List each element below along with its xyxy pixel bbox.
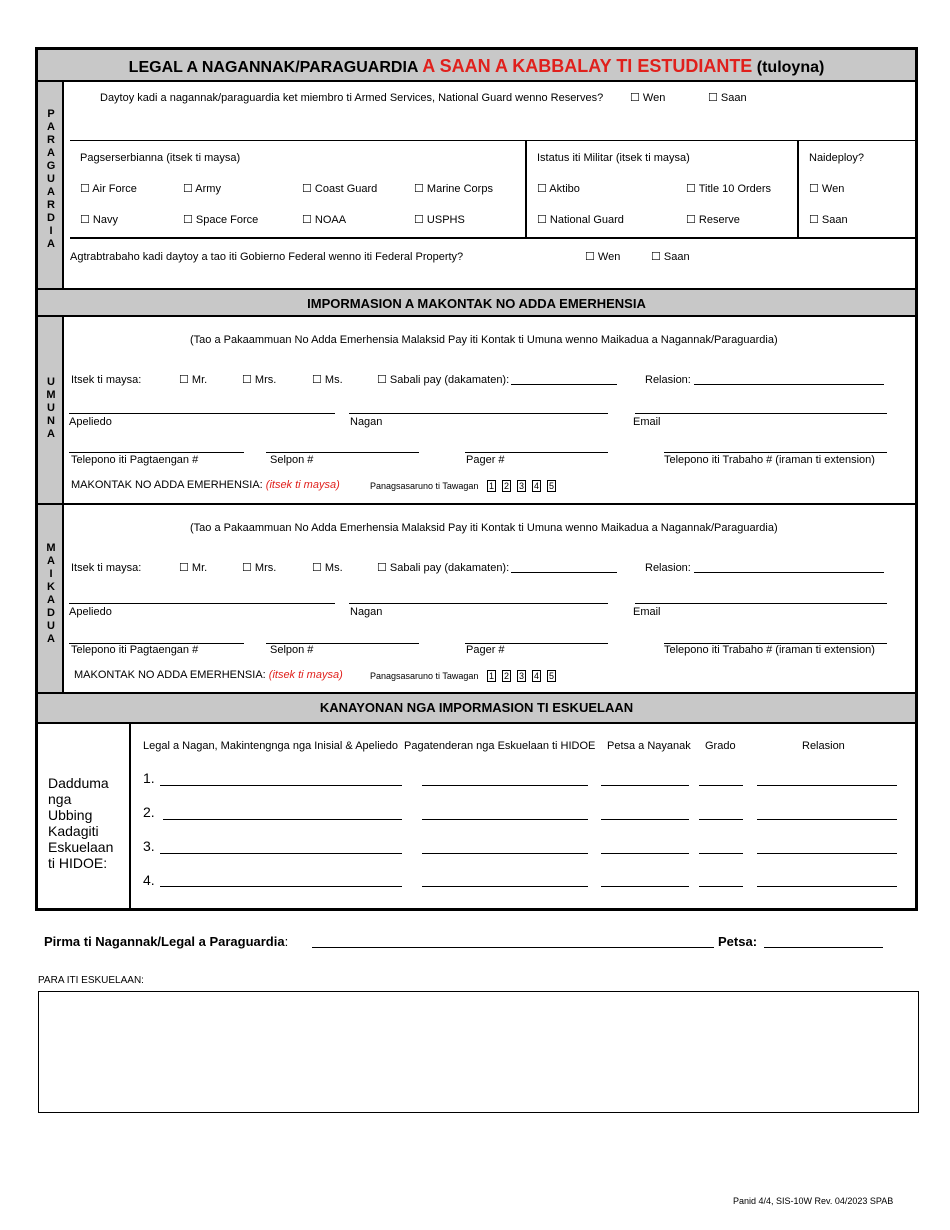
school-row1-birthdate[interactable]: [601, 785, 689, 786]
contact1-emergency-label: MAKONTAK NO ADDA EMERHENSIA: (itsek ti maysa): [71, 479, 340, 491]
title-suffix: (tuloyna): [752, 59, 825, 76]
contact1-lastname-label: Apeliedo: [69, 416, 112, 428]
school-row-num: 2.: [143, 804, 155, 820]
deployed-no[interactable]: ☐ Saan: [809, 214, 848, 226]
page-title: [38, 50, 915, 82]
federal-no[interactable]: ☐ Saan: [651, 251, 690, 263]
contact1-relation-label: Relasion:: [645, 374, 691, 386]
contact1-rank-2[interactable]: 2: [503, 481, 509, 491]
contact1-check-one: Itsek ti maysa:: [71, 374, 142, 386]
contact2-call-order: Panagsasaruno ti Tawagan 1 2 3 4 5: [370, 671, 555, 681]
contact2-cell-label: Selpon #: [270, 644, 314, 656]
office-label: PARA ITI ESKUELAAN:: [38, 975, 144, 986]
contact2-firstname-line[interactable]: [349, 603, 608, 604]
contact2-home-phone-label: Telepono iti Pagtaengan #: [71, 644, 199, 656]
school-col-school: Pagatenderan nga Eskuelaan ti HIDOE: [404, 740, 596, 752]
school-row3-school[interactable]: [422, 853, 588, 854]
branch-marine-corps[interactable]: ☐ Marine Corps: [414, 183, 493, 195]
branch-space-force[interactable]: ☐ Space Force: [183, 214, 259, 226]
contact1-side-label: U M U N A: [46, 376, 56, 440]
contact1-home-phone-label: Telepono iti Pagtaengan #: [71, 454, 199, 466]
signature-line[interactable]: [312, 947, 714, 948]
contact1-firstname-label: Nagan: [350, 416, 383, 428]
date-line[interactable]: [764, 947, 883, 948]
status-reserve[interactable]: ☐ Reserve: [686, 214, 740, 226]
school-col-relation: Relasion: [802, 740, 845, 752]
contact1-cell-label: Selpon #: [270, 454, 314, 466]
school-row3-name[interactable]: [160, 853, 402, 854]
branch-coast-guard[interactable]: ☐ Coast Guard: [302, 183, 378, 195]
school-col-birthdate: Petsa a Nayanak: [607, 740, 691, 752]
contact1-rank-5[interactable]: 5: [549, 481, 555, 491]
branch-usphs[interactable]: ☐ USPHS: [414, 214, 465, 226]
contact2-relation-label: Relasion:: [645, 562, 691, 574]
contact1-email-label: Email: [633, 416, 661, 428]
school-row-num: 1.: [143, 770, 155, 786]
school-row3-relation[interactable]: [757, 853, 897, 854]
contact2-emergency-label: MAKONTAK NO ADDA EMERHENSIA: (itsek ti maysa): [74, 669, 343, 681]
school-row3-grade[interactable]: [699, 853, 743, 854]
contact1-rank-1[interactable]: 1: [488, 481, 494, 491]
contact2-rank-3[interactable]: 3: [518, 671, 524, 681]
contact1-rank-4[interactable]: 4: [533, 481, 539, 491]
emergency-section-header: IMPORMASION A MAKONTAK NO ADDA EMERHENSIA: [38, 288, 915, 317]
contact2-rank-5[interactable]: 5: [549, 671, 555, 681]
contact1-work-phone-line[interactable]: [664, 452, 887, 453]
contact1-call-order: Panagsasaruno ti Tawagan 1 2 3 4 5: [370, 481, 555, 491]
school-row1-relation[interactable]: [757, 785, 897, 786]
school-side-label: Dadduma nga Ubbing Kadagiti Eskuelaan ti HIDOE:: [48, 775, 114, 871]
branch-box-top: [70, 140, 915, 141]
school-row1-school[interactable]: [422, 785, 588, 786]
school-row4-relation[interactable]: [757, 886, 897, 887]
date-label: Petsa:: [718, 934, 758, 949]
contact1-other-line[interactable]: [511, 384, 617, 385]
status-title10[interactable]: ☐ Title 10 Orders: [686, 183, 772, 195]
federal-question: Agtrabtrabaho kadi daytoy a tao iti Gobierno Federal wenno iti Federal Property?: [70, 251, 464, 263]
school-row2-grade[interactable]: [699, 819, 743, 820]
school-row4-birthdate[interactable]: [601, 886, 689, 887]
school-row2-name[interactable]: [163, 819, 402, 820]
military-no-checkbox[interactable]: ☐ Saan: [708, 92, 747, 104]
school-row2-school[interactable]: [422, 819, 588, 820]
school-row4-name[interactable]: [160, 886, 402, 887]
contact1-note: (Tao a Pakaammuan No Adda Emerhensia Malaksid Pay iti Kontak ti Umuna wenno Maikadua a Nagannak/Paraguardia): [190, 334, 778, 346]
contact2-pager-label: Pager #: [466, 644, 505, 656]
contact2-relation-line[interactable]: [694, 572, 884, 573]
deployed-label: Naideploy?: [809, 152, 865, 164]
branch-divider-2: [797, 140, 799, 238]
school-row1-grade[interactable]: [699, 785, 743, 786]
contact2-side-label: M A I K A D U A: [46, 542, 56, 645]
branch-air-force[interactable]: ☐ Air Force: [80, 183, 137, 195]
contact1-work-phone-label: Telepono iti Trabaho # (iraman ti extension): [664, 454, 875, 466]
contact2-lastname-line[interactable]: [69, 603, 335, 604]
contact2-rank-4[interactable]: 4: [533, 671, 539, 681]
contact2-other[interactable]: ☐ Sabali pay (dakamaten):: [377, 562, 510, 574]
deployed-yes[interactable]: ☐ Wen: [809, 183, 845, 195]
contact1-email-line[interactable]: [635, 413, 887, 414]
school-row2-relation[interactable]: [757, 819, 897, 820]
contact2-firstname-label: Nagan: [350, 606, 383, 618]
branch-divider-1: [525, 140, 527, 238]
branch-army[interactable]: ☐ Army: [183, 183, 221, 195]
page-footer: Panid 4/4, SIS-10W Rev. 04/2023 SPAB: [733, 1196, 894, 1206]
contact2-rank-2[interactable]: 2: [503, 671, 509, 681]
office-box: [38, 991, 919, 1113]
school-col-name: Legal a Nagan, Makintengnga nga Inisial & Apeliedo: [143, 740, 399, 752]
contact2-work-phone-label: Telepono iti Trabaho # (iraman ti extension): [664, 644, 875, 656]
contact1-relation-line[interactable]: [694, 384, 884, 385]
contact2-lastname-label: Apeliedo: [69, 606, 112, 618]
status-aktibo[interactable]: ☐ Aktibo: [537, 183, 580, 195]
signature-label: Pirma ti Nagannak/Legal a Paraguardia:: [44, 934, 289, 949]
title-red: A SAAN A KABBALAY TI ESTUDIANTE: [422, 56, 753, 76]
contact2-note: (Tao a Pakaammuan No Adda Emerhensia Malaksid Pay iti Kontak ti Umuna wenno Maikadua a Nagannak/Paraguardia): [190, 522, 778, 534]
contact2-email-label: Email: [633, 606, 661, 618]
school-side-divider: [129, 724, 131, 908]
contact2-mrs[interactable]: ☐ Mrs.: [242, 562, 277, 574]
title-black: LEGAL A NAGANNAK/PARAGUARDIA: [128, 59, 423, 76]
contact2-check-one: Itsek ti maysa:: [71, 562, 142, 574]
school-row2-birthdate[interactable]: [601, 819, 689, 820]
branch-navy[interactable]: ☐ Navy: [80, 214, 118, 226]
school-row3-birthdate[interactable]: [601, 853, 689, 854]
school-row4-grade[interactable]: [699, 886, 743, 887]
contact2-other-line[interactable]: [511, 572, 617, 573]
branch-noaa[interactable]: ☐ NOAA: [302, 214, 347, 226]
contact-divider: [38, 503, 915, 505]
contact1-mrs[interactable]: ☐ Mrs.: [242, 374, 277, 386]
contact1-cell-line[interactable]: [266, 452, 419, 453]
contact1-pager-line[interactable]: [465, 452, 608, 453]
contact2-email-line[interactable]: [635, 603, 887, 604]
school-col-grade: Grado: [705, 740, 736, 752]
contact1-pager-label: Pager #: [466, 454, 505, 466]
contact2-mr[interactable]: ☐ Mr.: [179, 562, 208, 574]
contact1-rank-3[interactable]: 3: [518, 481, 524, 491]
contact1-mr[interactable]: ☐ Mr.: [179, 374, 208, 386]
school-row-num: 3.: [143, 838, 155, 854]
military-yes-checkbox[interactable]: ☐ Wen: [630, 92, 666, 104]
branch-label: Pagserserbianna (itsek ti maysa): [80, 152, 241, 164]
school-row-num: 4.: [143, 872, 155, 888]
status-national-guard[interactable]: ☐ National Guard: [537, 214, 624, 226]
contact1-ms[interactable]: ☐ Ms.: [312, 374, 343, 386]
paraguardia-side-label: P A R A G U A R D I A: [46, 108, 56, 250]
school-row1-name[interactable]: [160, 785, 402, 786]
branch-box-bottom: [70, 237, 915, 239]
school-row4-school[interactable]: [422, 886, 588, 887]
contact2-rank-1[interactable]: 1: [488, 671, 494, 681]
school-section-header: KANAYONAN NGA IMPORMASION TI ESKUELAAN: [38, 692, 915, 724]
status-label: Istatus iti Militar (itsek ti maysa): [537, 152, 690, 164]
military-question: Daytoy kadi a nagannak/paraguardia ket miembro ti Armed Services, National Guard wenno Reserves?: [100, 92, 604, 104]
contact1-other[interactable]: ☐ Sabali pay (dakamaten):: [377, 374, 510, 386]
contact1-lastname-line[interactable]: [69, 413, 335, 414]
contact2-ms[interactable]: ☐ Ms.: [312, 562, 343, 574]
contact1-firstname-line[interactable]: [349, 413, 608, 414]
federal-yes[interactable]: ☐ Wen: [585, 251, 621, 263]
contact1-home-phone-line[interactable]: [69, 452, 244, 453]
